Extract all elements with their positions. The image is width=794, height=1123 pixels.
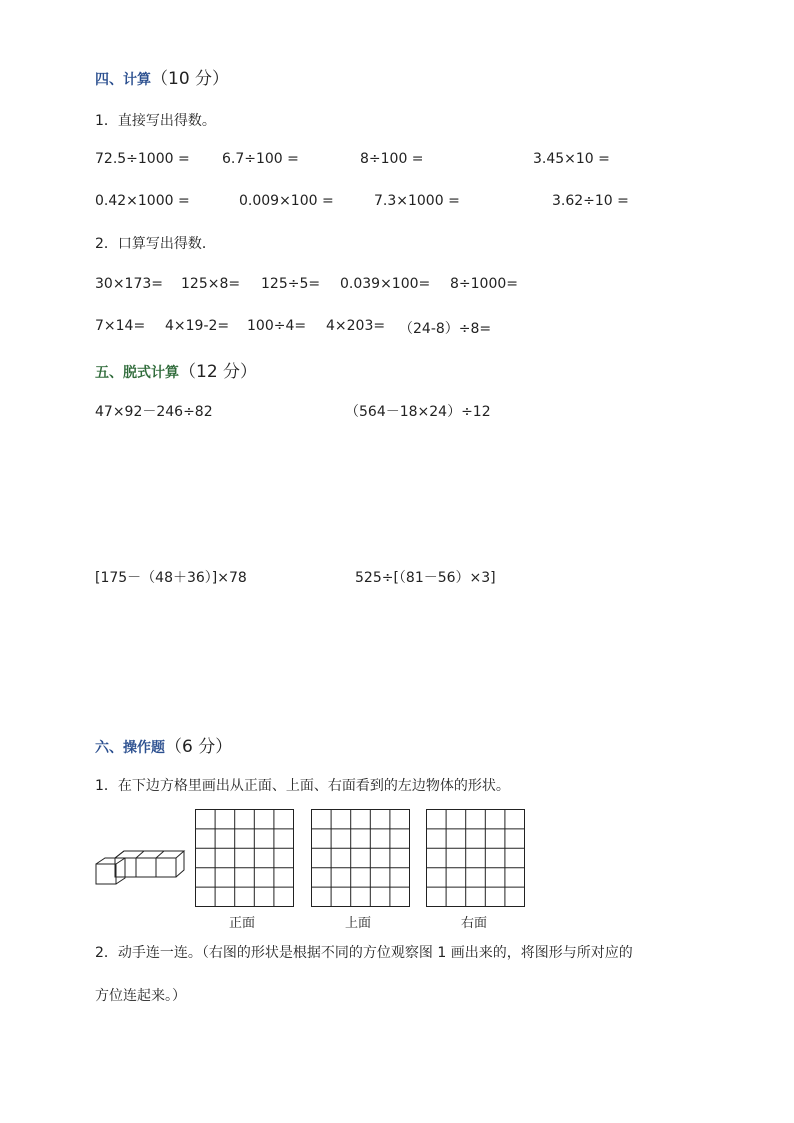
section6-score: （6 分） [165, 737, 233, 757]
section5-title: 五、脱式计算 [95, 365, 179, 381]
mental-calc-item: 7×14= [95, 318, 146, 334]
mental-calc-item: 0.039×100= [340, 276, 431, 292]
grid-label-top: 上面 [345, 916, 372, 931]
section6-heading [95, 732, 232, 757]
mental-calc-item: 4×19-2= [165, 318, 230, 334]
calc-item: 7.3×1000 = [374, 193, 460, 209]
section4-q1-label: 1．直接写出得数。 [95, 113, 216, 129]
calc-item: 6.7÷100 = [222, 151, 299, 167]
mental-calc-item: 4×203= [326, 318, 386, 334]
section5-heading [95, 357, 257, 382]
section4-heading [95, 64, 229, 89]
mental-calc-item: （24-8）÷8= [399, 321, 492, 337]
stepwise-problem: （564－18×24）÷12 [345, 404, 491, 420]
section6-q2-text-2: 方位连起来。） [95, 988, 186, 1004]
grid-front[interactable] [195, 809, 295, 908]
section4-q2-label: 2．口算写出得数． [95, 236, 216, 252]
calc-item: 72.5÷1000 = [95, 151, 190, 167]
stepwise-problem: [175－（48＋36）]×78 [95, 570, 247, 586]
mental-calc-item: 100÷4= [247, 318, 307, 334]
section4-title: 四、计算 [95, 72, 151, 88]
section5-score: （12 分） [179, 362, 258, 382]
section6-title: 六、操作题 [95, 740, 165, 756]
cube-back-face [136, 858, 156, 877]
grid-top[interactable] [311, 809, 411, 908]
mental-calc-item: 8÷1000= [450, 276, 518, 292]
grid-label-right: 右面 [461, 916, 488, 931]
cube-back-face [156, 858, 176, 877]
section4-score: （10 分） [151, 69, 230, 89]
cube-top-face [96, 858, 125, 864]
grid-right[interactable] [426, 809, 526, 908]
mental-calc-item: 30×173= [95, 276, 163, 292]
grid-label-front: 正面 [229, 916, 256, 931]
calc-item: 8÷100 = [360, 151, 424, 167]
cube-object-figure [95, 850, 187, 886]
section6-q1-text: 1．在下边方格里画出从正面、上面、右面看到的左边物体的形状。 [95, 778, 510, 794]
mental-calc-item: 125×8= [181, 276, 241, 292]
calc-item: 0.009×100 = [239, 193, 334, 209]
mental-calc-item: 125÷5= [261, 276, 321, 292]
cube-side-face [116, 858, 125, 884]
stepwise-problem: 525÷[（81－56）×3] [355, 570, 496, 586]
stepwise-problem: 47×92－246÷82 [95, 404, 213, 420]
section6-q2-text-1: 2．动手连一连。（右图的形状是根据不同的方位观察图 1 画出来的，将图形与所对应的 [95, 945, 633, 961]
calc-item: 3.45×10 = [533, 151, 610, 167]
calc-item: 0.42×1000 = [95, 193, 190, 209]
cube-row-top [115, 851, 184, 858]
cube-front-face [96, 864, 116, 884]
calc-item: 3.62÷10 = [552, 193, 629, 209]
